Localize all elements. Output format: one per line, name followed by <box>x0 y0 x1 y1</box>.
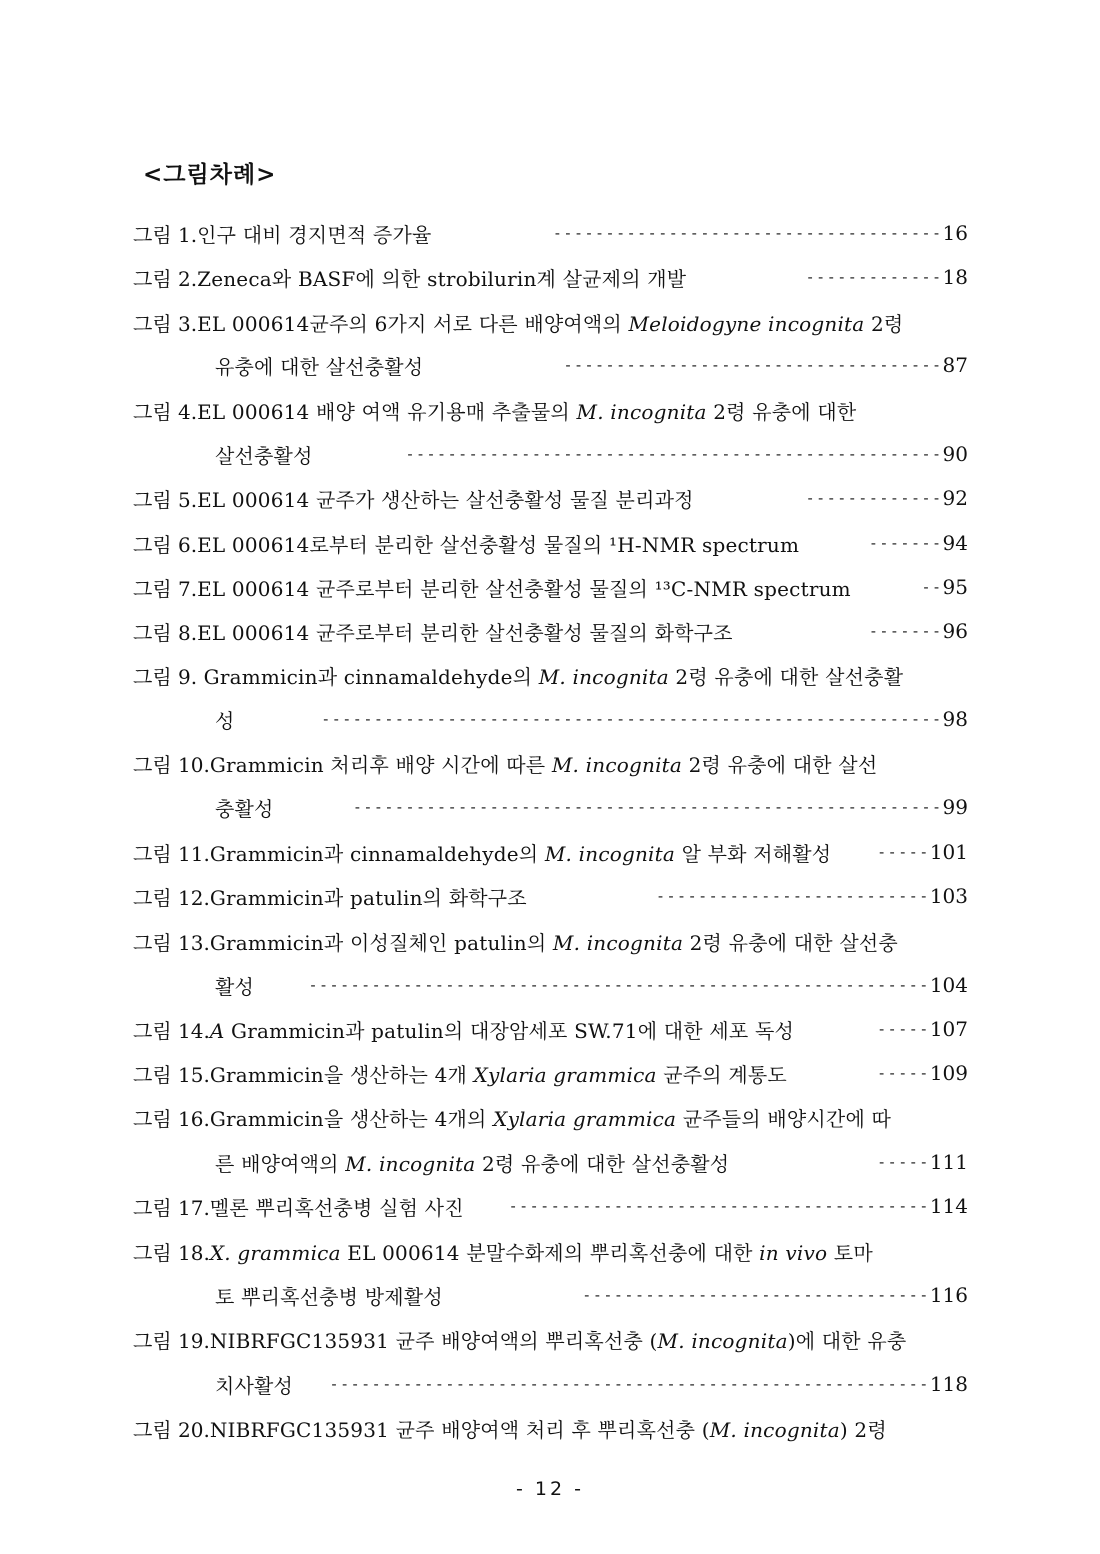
page-number: 16 <box>942 221 968 245</box>
figure-title: EL 000614 균주가 생산하는 살선충활성 물질 분리과정 <box>197 487 694 512</box>
figure-entry-3-continued[interactable] <box>215 350 968 380</box>
dot-leader: ------- <box>868 622 943 640</box>
page-number: 111 <box>929 1150 968 1174</box>
figure-entry-4[interactable] <box>133 395 968 425</box>
dot-leader: -------------------------- <box>656 887 930 905</box>
dot-leader: ----- <box>877 1020 930 1038</box>
figure-label: 그림 1. <box>133 222 198 247</box>
figure-entry-7[interactable] <box>133 572 968 602</box>
dot-leader: ----- <box>877 1064 930 1082</box>
figure-entry-16-continued[interactable] <box>215 1147 968 1177</box>
page-footer-number: - 12 - <box>516 1478 584 1500</box>
figure-label: 그림 6. <box>133 532 198 557</box>
figure-label: 그림 17. <box>133 1195 210 1220</box>
figure-title: Grammicin을 생산하는 4개 Xylaria grammica 균주의 계통도 <box>209 1062 787 1087</box>
figure-label: 그림 3. <box>133 311 198 336</box>
figure-title-continued: 치사활성 <box>215 1373 294 1398</box>
figure-label: 그림 4. <box>133 399 198 424</box>
figure-label: 그림 7. <box>133 576 198 601</box>
figure-title: 인구 대비 경지면적 증가율 <box>197 222 432 247</box>
figure-title: NIBRFGC135931 균주 배양여액 처리 후 뿌리혹선충 (M. incognita) 2령 <box>209 1417 887 1442</box>
dot-leader: -------------------------------------------------------- <box>352 798 943 816</box>
figure-entry-12[interactable] <box>133 881 968 911</box>
figure-entry-18[interactable] <box>133 1236 968 1266</box>
figure-entry-11[interactable] <box>133 837 968 867</box>
figure-entry-19-continued[interactable] <box>215 1369 968 1399</box>
figure-entry-9[interactable] <box>133 660 968 690</box>
figure-entry-2[interactable] <box>133 262 968 292</box>
figure-entry-13-continued[interactable] <box>215 970 968 1000</box>
dot-leader: --------------------------------------------------- <box>405 445 943 463</box>
figure-title-continued: 토 뿌리혹선충병 방제활성 <box>215 1284 443 1309</box>
figure-title-continued: 활성 <box>215 974 255 999</box>
figure-title-continued: 른 배양여액의 M. incognita 2령 유충에 대한 살선충활성 <box>215 1151 730 1176</box>
figure-entry-16[interactable] <box>133 1102 968 1132</box>
page-number: 95 <box>942 575 968 599</box>
figure-entry-4-continued[interactable] <box>215 439 968 469</box>
figure-title: 멜론 뿌리혹선충병 실험 사진 <box>209 1195 464 1220</box>
figure-title: EL 000614 배양 여액 유기용매 추출물의 M. incognita 2령 유충에 대한 <box>197 399 857 424</box>
figure-entry-9-continued[interactable] <box>215 704 968 734</box>
figure-title-continued: 유충에 대한 살선충활성 <box>215 354 424 379</box>
figure-title-continued: 살선충활성 <box>215 443 313 468</box>
page-number: 109 <box>929 1061 968 1085</box>
dot-leader: ----------------------------------------------------------- <box>321 710 943 728</box>
figure-label: 그림 5. <box>133 487 198 512</box>
figure-label: 그림 2. <box>133 266 198 291</box>
page-number: 96 <box>942 619 968 643</box>
figure-entry-13[interactable] <box>133 926 968 956</box>
dot-leader: --------------------------------------------------------- <box>329 1375 930 1393</box>
figure-entry-15[interactable] <box>133 1058 968 1088</box>
page-number: 116 <box>929 1283 968 1307</box>
dot-leader: -- <box>921 578 943 596</box>
section-heading: <그림차례> <box>143 161 277 188</box>
figure-title: Grammicin을 생산하는 4개의 Xylaria grammica 균주들의 배양시간에 따 <box>209 1106 892 1131</box>
figure-label: 그림 8. <box>133 620 198 645</box>
page-number: 118 <box>929 1372 968 1396</box>
figure-title: Grammicin과 cinnamaldehyde의 M. incognita 알 부화 저해활성 <box>209 841 832 866</box>
figure-entry-10-continued[interactable] <box>215 792 968 822</box>
figure-label: 그림 15. <box>133 1062 210 1087</box>
page-number: 103 <box>929 884 968 908</box>
figure-label: 그림 12. <box>133 885 210 910</box>
figure-entry-14[interactable] <box>133 1014 968 1044</box>
figure-label: 그림 19. <box>133 1328 210 1353</box>
dot-leader: ----------------------------------------------------------- <box>308 976 930 994</box>
figure-entry-5[interactable] <box>133 483 968 513</box>
figure-label: 그림 20. <box>133 1417 210 1442</box>
figure-label: 그림 13. <box>133 930 210 955</box>
figure-entry-19[interactable] <box>133 1324 968 1354</box>
figure-title: EL 000614 균주로부터 분리한 살선충활성 물질의 ¹³C-NMR spectrum <box>197 576 851 601</box>
figure-title: Zeneca와 BASF에 의한 strobilurin계 살균제의 개발 <box>197 266 687 291</box>
page-number: 104 <box>929 973 968 997</box>
page-number: 18 <box>942 265 968 289</box>
figure-entry-1[interactable] <box>133 218 968 248</box>
figure-title: Grammicin과 patulin의 화학구조 <box>209 885 527 910</box>
figure-entry-10[interactable] <box>133 748 968 778</box>
dot-leader: ----- <box>877 843 930 861</box>
page-number: 101 <box>929 840 968 864</box>
figure-label: 그림 16. <box>133 1106 210 1131</box>
figure-label: 그림 11. <box>133 841 210 866</box>
figure-label: 그림 9. <box>133 664 198 689</box>
page-number: 92 <box>942 486 968 510</box>
dot-leader: ------------- <box>805 268 943 286</box>
figure-entry-8[interactable] <box>133 616 968 646</box>
figure-entry-18-continued[interactable] <box>215 1280 968 1310</box>
figure-title-continued: 충활성 <box>215 796 274 821</box>
figure-entry-3[interactable] <box>133 307 968 337</box>
figure-entry-6[interactable] <box>133 528 968 558</box>
page-number: 94 <box>942 531 968 555</box>
figure-title: X. grammica EL 000614 분말수화제의 뿌리혹선충에 대한 in vivo 토마 <box>209 1240 873 1265</box>
page-number: 98 <box>942 707 968 731</box>
dot-leader: ------------------------------------ <box>563 356 943 374</box>
figure-title: NIBRFGC135931 균주 배양여액의 뿌리혹선충 (M. incognita)에 대한 유충 <box>209 1328 907 1353</box>
dot-leader: ----- <box>877 1153 930 1171</box>
figure-title: Grammicin과 이성질체인 patulin의 M. incognita 2령 유충에 대한 살선충 <box>209 930 898 955</box>
dot-leader: ------- <box>868 534 943 552</box>
figure-title: EL 000614 균주로부터 분리한 살선충활성 물질의 화학구조 <box>197 620 733 645</box>
dot-leader: ---------------------------------------- <box>508 1197 930 1215</box>
figure-title: A Grammicin과 patulin의 대장암세포 SW.71에 대한 세포 독성 <box>209 1018 795 1043</box>
figure-label: 그림 14. <box>133 1018 210 1043</box>
figure-title: Grammicin과 cinnamaldehyde의 M. incognita 2령 유충에 대한 살선충활 <box>197 664 904 689</box>
figure-title: EL 000614로부터 분리한 살선충활성 물질의 ¹H-NMR spectrum <box>197 532 800 557</box>
figure-title: EL 000614균주의 6가지 서로 다른 배양여액의 Meloidogyne incognita 2령 <box>197 311 904 336</box>
figure-label: 그림 18. <box>133 1240 210 1265</box>
figure-entry-17[interactable] <box>133 1191 968 1221</box>
page-number: 90 <box>942 442 968 466</box>
figure-title: Grammicin 처리후 배양 시간에 따른 M. incognita 2령 유충에 대한 살선 <box>209 752 878 777</box>
dot-leader: ------------------------------------- <box>552 224 943 242</box>
figure-title-continued: 성 <box>215 708 235 733</box>
dot-leader: ------------- <box>805 489 943 507</box>
page-number: 114 <box>929 1194 968 1218</box>
figure-entry-20[interactable] <box>133 1413 968 1443</box>
page-number: 107 <box>929 1017 968 1041</box>
page-number: 87 <box>942 353 968 377</box>
dot-leader: --------------------------------- <box>582 1286 930 1304</box>
figure-label: 그림 10. <box>133 752 210 777</box>
page-number: 99 <box>942 795 968 819</box>
